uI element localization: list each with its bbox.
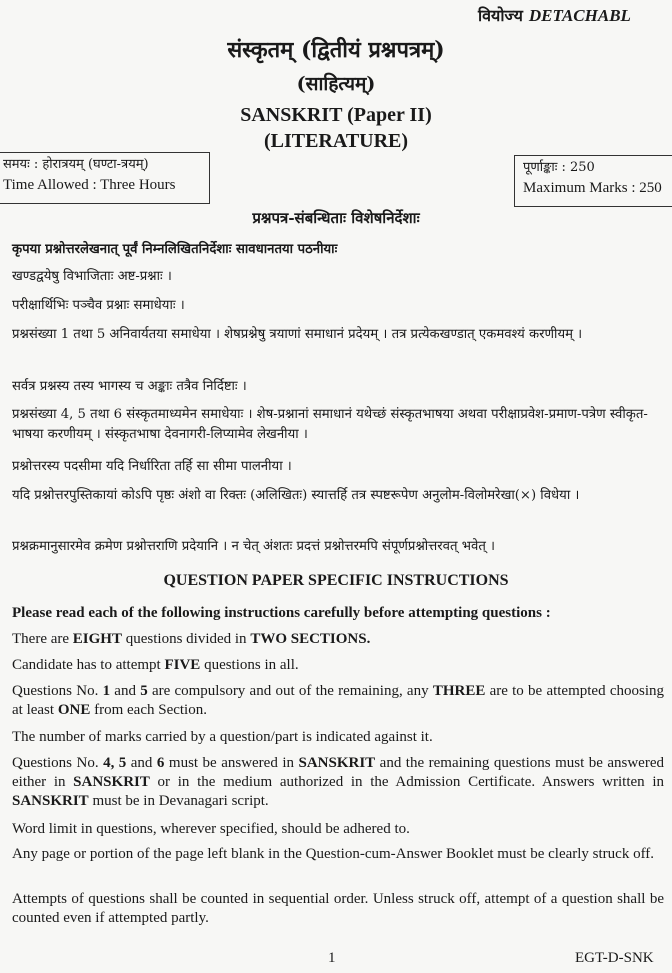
instruction-compulsory-questions: Questions No. 1 and 5 are compulsory and out of the remaining, any THREE are to be attempted choosing at least ONE from each Section. bbox=[12, 683, 664, 718]
page-number: 1 bbox=[328, 950, 336, 966]
time-allowed-box bbox=[0, 152, 210, 204]
english-instructions-lead: Please read each of the following instructions carefully before attempting questions : bbox=[12, 605, 551, 621]
title-sanskrit-line2: (साहित्यम्) bbox=[296, 73, 376, 95]
instruction-marks: The number of marks carried by a question/part is indicated against it. bbox=[12, 729, 433, 745]
instruction-five-questions: Candidate has to attempt FIVE questions in all. bbox=[12, 657, 299, 673]
instruction-blank-pages: Any page or portion of the page left blank in the Question-cum-Answer Booklet must be clearly struck off. bbox=[12, 846, 655, 862]
paper-code: EGT-D-SNK bbox=[575, 950, 654, 966]
detachable-hindi: वियोज्य bbox=[478, 6, 523, 25]
marks-english: Maximum Marks : 250 bbox=[523, 180, 662, 196]
marks-sanskrit: पूर्णाङ्काः : 250 bbox=[523, 160, 595, 175]
sanskrit-instruction-8: प्रश्नक्रमानुसारमेव क्रमेण प्रश्नोत्तराणि प्रदेयानि । न चेत् अंशतः प्रदत्तं प्रश्नोत्तरमपि संपूर्णप्रश्नोत्तरवत् भवेत् । bbox=[12, 539, 496, 554]
instruction-sanskrit-medium: Questions No. 4, 5 and 6 must be answered in SANSKRIT and the remaining questions must be answered either in SANSKRIT or in the medium authorized in the Admission Certificate. Answers written in SANSKRIT must be in Devanagari script. bbox=[12, 755, 664, 809]
detachable-label bbox=[478, 4, 631, 26]
sanskrit-instructions-lead: कृपया प्रश्नोत्तरलेखनात् पूर्वं निम्नलिखितनिर्देशाः सावधानतया पठनीयाः bbox=[12, 242, 338, 257]
maximum-marks-box bbox=[514, 155, 672, 207]
english-instructions-heading: QUESTION PAPER SPECIFIC INSTRUCTIONS bbox=[163, 572, 509, 589]
instruction-eight-questions: There are EIGHT questions divided in TWO SECTIONS. bbox=[12, 631, 371, 647]
detachable-english: DETACHABL bbox=[528, 6, 631, 25]
sanskrit-instruction-4: सर्वत्र प्रश्नस्य तस्य भागस्य च अङ्काः तत्रैव निर्दिष्टाः । bbox=[12, 379, 247, 394]
title-sanskrit-line1: संस्कृतम् (द्वितीयं प्रश्नपत्रम्) bbox=[227, 37, 445, 63]
sanskrit-instruction-1: खण्डद्वयेषु विभाजिताः अष्ट-प्रश्नाः । bbox=[12, 269, 172, 284]
sanskrit-instructions-heading: प्रश्नपत्र-संबन्धिताः विशेषनिर्देशाः bbox=[252, 209, 420, 227]
title-english-line2: (LITERATURE) bbox=[263, 130, 409, 152]
sanskrit-instruction-5: प्रश्नसंख्या 4, 5 तथा 6 संस्कृतमाध्यमेन समाधेयाः । शेष-प्रश्नानां समाधानं यथेच्छं संस्कृतभाषया अथवा परीक्षाप्रवेश-प्रमाण-पत्रेण स्वीकृत-भाषया करणीयम् । संस्कृतभाषा देवनागरी-लिप्यामेव लेखनीया । bbox=[12, 407, 648, 442]
sanskrit-instruction-7: यदि प्रश्नोत्तरपुस्तिकायां कोऽपि पृष्ठः अंशो वा रिक्तः (अलिखितः) स्यात्तर्हि तत्र स्पष्टरूपेण अनुलोम-विलोमरेखा(×) विधेया । bbox=[12, 488, 580, 503]
sanskrit-instruction-3: प्रश्नसंख्या 1 तथा 5 अनिवार्यतया समाधेया । शेषप्रश्नेषु त्रयाणां समाधानं प्रदेयम् । तत्र प्रत्येकखण्डात् एकमवश्यं करणीयम् । bbox=[12, 327, 583, 342]
time-english: Time Allowed : Three Hours bbox=[3, 177, 176, 193]
sanskrit-instruction-2: परीक्षार्थिभिः पञ्चैव प्रश्नाः समाधेयाः । bbox=[12, 298, 185, 313]
instruction-word-limit: Word limit in questions, wherever specified, should be adhered to. bbox=[12, 821, 410, 837]
time-sanskrit: समयः : होरात्रयम् (घण्टा-त्रयम्) bbox=[3, 157, 149, 172]
instruction-sequential-order: Attempts of questions shall be counted in sequential order. Unless struck off, attempt of a question shall be counted even if attempted partly. bbox=[12, 891, 664, 926]
sanskrit-instruction-6: प्रश्नोत्तरस्य पदसीमा यदि निर्धारिता तर्हि सा सीमा पालनीया । bbox=[12, 459, 292, 474]
title-english-line1: SANSKRIT (Paper II) bbox=[240, 104, 432, 126]
